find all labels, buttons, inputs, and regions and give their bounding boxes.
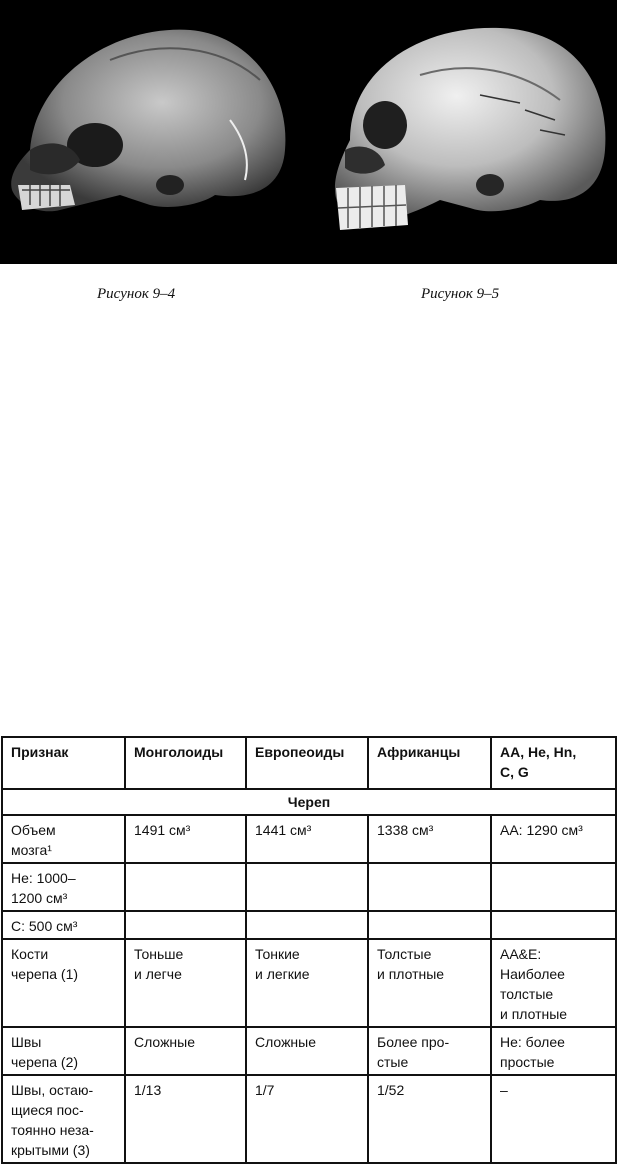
table-cell: AA: 1290 см³ [491,815,616,863]
table-cell [246,863,368,911]
figure-caption-9-5: Рисунок 9–5 [421,286,500,302]
table-cell: 1338 см³ [368,815,491,863]
table-cell: Толстые и плотные [368,939,491,1027]
table-cell [368,863,491,911]
table-cell: Тонкие и легкие [246,939,368,1027]
table-cell [491,911,616,939]
header-mongoloids: Монголоиды [125,737,246,789]
table-cell: Кости черепа (1) [2,939,125,1027]
table-cell: 1/13 [125,1075,246,1163]
skull-photographs [0,0,617,264]
table-cell: 1441 см³ [246,815,368,863]
section-title: Череп [2,789,616,815]
table-cell: 1/52 [368,1075,491,1163]
table-cell: 1491 см³ [125,815,246,863]
skull-figure-9-5 [335,28,605,230]
table-row [2,939,616,1027]
table-cell: Швы, остаю- щиеся пос- тоянно неза- крытыми (3) [2,1075,125,1163]
table-cell: Более про- стые [368,1027,491,1075]
table-header-row [2,737,616,789]
table-cell [491,863,616,911]
table-row [2,911,616,939]
table-cell: 1/7 [246,1075,368,1163]
table-cell: Сложные [125,1027,246,1075]
table-cell [125,911,246,939]
table-cell: Объем мозга¹ [2,815,125,863]
table-cell: Сложные [246,1027,368,1075]
table-row [2,815,616,863]
table-cell: He: 1000– 1200 см³ [2,863,125,911]
header-trait: Признак [2,737,125,789]
table-cell: He: более простые [491,1027,616,1075]
table-cell [368,911,491,939]
header-caucasoids: Европеоиды [246,737,368,789]
header-africans: Африканцы [368,737,491,789]
table-cell [246,911,368,939]
table-row [2,1075,616,1163]
figure-caption-9-4: Рисунок 9–4 [97,286,176,302]
header-hominids: AA, He, Hn, C, G [491,737,616,789]
skull-traits-table [1,736,617,1164]
table-cell: AA&E: Наиболее толстые и плотные [491,939,616,1027]
table-cell: C: 500 см³ [2,911,125,939]
table-cell: – [491,1075,616,1163]
table-section-row [2,789,616,815]
table-cell [125,863,246,911]
table-cell: Швы черепа (2) [2,1027,125,1075]
table-row [2,863,616,911]
skull-figure-9-4 [11,30,285,212]
table-cell: Тоньше и легче [125,939,246,1027]
table-row [2,1027,616,1075]
